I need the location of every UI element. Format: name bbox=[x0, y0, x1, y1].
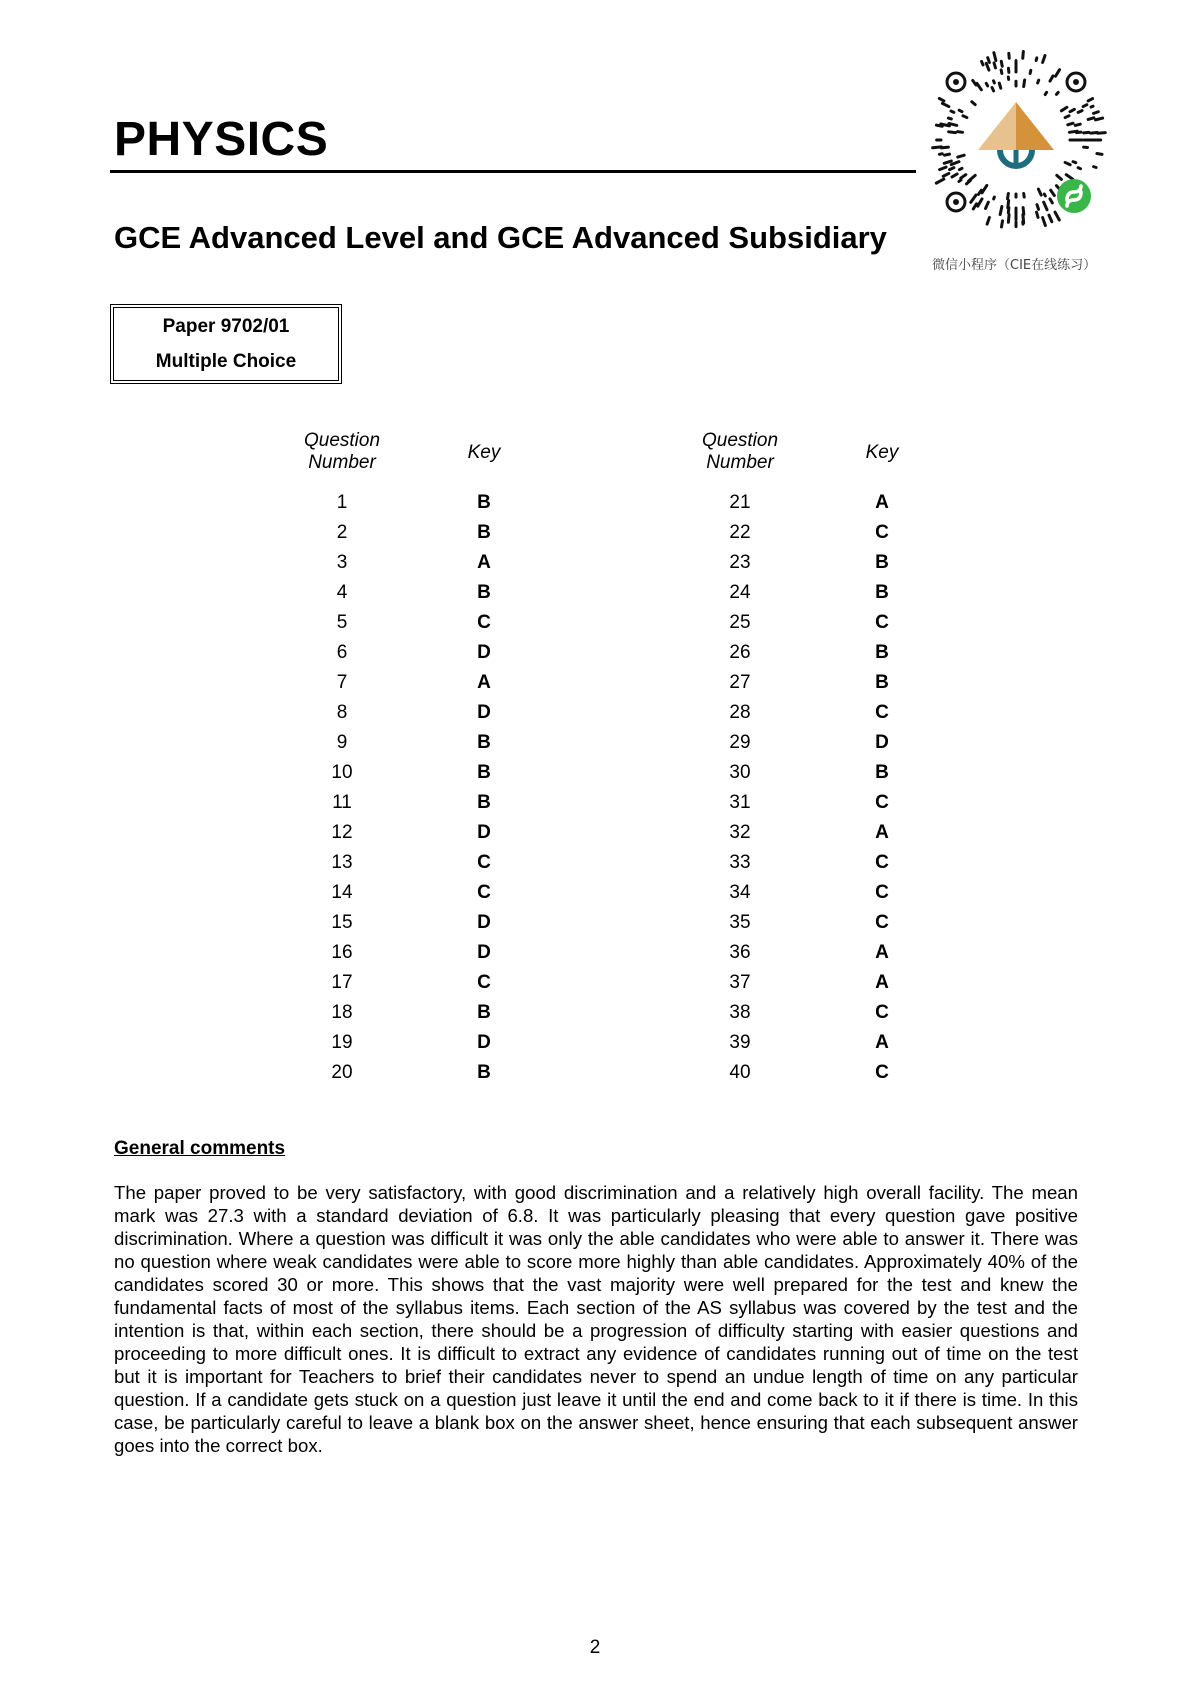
question-number: 9 bbox=[336, 732, 348, 753]
qr-dot bbox=[1055, 70, 1059, 77]
question-number: 31 bbox=[729, 792, 751, 813]
question-number: 29 bbox=[729, 732, 751, 753]
qr-dot bbox=[958, 155, 964, 157]
answer-key: B bbox=[477, 732, 491, 753]
qr-dot bbox=[1036, 58, 1037, 61]
answer-key: C bbox=[875, 912, 889, 933]
qr-dot bbox=[959, 180, 961, 181]
qr-dot bbox=[1024, 193, 1025, 197]
answer-key: B bbox=[477, 1062, 491, 1083]
question-number: 19 bbox=[331, 1032, 353, 1053]
answer-key: D bbox=[477, 822, 491, 843]
qr-dot bbox=[994, 197, 995, 199]
answer-key: A bbox=[875, 1032, 889, 1053]
qr-dot bbox=[1001, 221, 1002, 227]
question-number: 2 bbox=[336, 522, 348, 543]
qr-dot bbox=[1095, 118, 1102, 120]
qr-dot bbox=[977, 83, 981, 89]
question-number: 23 bbox=[729, 552, 751, 573]
qr-dot bbox=[1038, 80, 1039, 83]
header-question-line1: Question bbox=[701, 430, 779, 451]
question-number: 8 bbox=[336, 702, 348, 723]
paper-type: Multiple Choice bbox=[155, 351, 297, 372]
header-question-number-left bbox=[292, 430, 392, 474]
header-question-line2: Number bbox=[308, 452, 376, 473]
answer-key: D bbox=[477, 642, 491, 663]
qr-dot bbox=[1061, 107, 1066, 111]
qr-dot bbox=[933, 147, 942, 148]
qr-dot bbox=[1043, 218, 1046, 226]
header-question-line2: Number bbox=[706, 452, 774, 473]
question-number: 3 bbox=[336, 552, 348, 573]
qr-dot bbox=[1088, 118, 1094, 120]
paper-info-box bbox=[110, 304, 342, 384]
answer-key: C bbox=[477, 852, 491, 873]
qr-dot bbox=[992, 88, 994, 91]
qr-dot bbox=[1066, 175, 1073, 180]
answer-key: C bbox=[875, 612, 889, 633]
qr-dot bbox=[1044, 202, 1047, 210]
question-number: 35 bbox=[729, 912, 751, 933]
question-number: 21 bbox=[729, 492, 751, 513]
qr-dot bbox=[1001, 61, 1002, 66]
page-subtitle: GCE Advanced Level and GCE Advanced Subsidiary bbox=[114, 220, 887, 255]
qr-dot bbox=[972, 102, 975, 105]
question-number: 4 bbox=[336, 582, 348, 603]
question-number: 33 bbox=[729, 852, 751, 873]
qr-dot bbox=[952, 174, 957, 177]
qr-dot bbox=[1088, 99, 1092, 101]
qr-dot bbox=[936, 179, 944, 183]
qr-dot bbox=[966, 180, 970, 183]
qr-dot bbox=[1084, 132, 1089, 133]
answer-key: C bbox=[875, 1062, 889, 1083]
qr-dot bbox=[973, 80, 976, 85]
qr-dot bbox=[1094, 167, 1097, 168]
qr-dot bbox=[963, 116, 967, 118]
qr-dot bbox=[1038, 189, 1041, 195]
qr-dot bbox=[1050, 199, 1052, 203]
qr-dot bbox=[944, 154, 949, 155]
answer-key: A bbox=[875, 822, 889, 843]
header-key-right: Key bbox=[865, 442, 899, 463]
qr-dot bbox=[1051, 190, 1055, 195]
answer-key: B bbox=[477, 492, 491, 513]
qr-dot bbox=[949, 132, 956, 133]
answer-key: B bbox=[477, 582, 491, 603]
qr-dot bbox=[982, 185, 987, 192]
paper-code: Paper 9702/01 bbox=[162, 316, 290, 337]
qr-dot bbox=[982, 61, 984, 64]
qr-dot bbox=[942, 103, 948, 106]
title-rule bbox=[110, 170, 916, 173]
answer-key: D bbox=[875, 732, 889, 753]
qr-dot bbox=[959, 110, 962, 111]
question-number: 13 bbox=[331, 852, 353, 873]
qr-dot bbox=[939, 98, 944, 100]
general-comments-body: The paper proved to be very satisfactory, with good discrimination and a relatively high overall facility. The mean mark was 27.3 with a standard deviation of 6.8. It was particularly pleasing that every question gave positive discrimination. Where a question was difficult it was only the able candidates who were able to answer it. There was no question where weak candidates were able to score more highly than able candidates. Approximately 40% of the candidates scored 30 or more. This shows that the vast majority were well prepared for the test and knew the fundamental facts of most of the syllabus items. Each section of the AS syllabus was covered by the test and the intention is that, within each section, there should be a progression of difficulty starting with easier questions and proceeding to more difficult ones. It is difficult to extract any evidence of candidates running out of time on the test but it is important for Teachers to brief their candidates never to spend an undue length of time on any particular question. If a candidate gets stuck on a question just leave it until the end and come back to it if there is time. In this case, be particularly careful to leave a blank box on the answer sheet, hence ensuring that each subsequent answer goes into the correct box. bbox=[114, 1182, 1078, 1456]
answer-key: B bbox=[875, 672, 889, 693]
answer-key: C bbox=[875, 852, 889, 873]
answer-key: C bbox=[875, 1002, 889, 1023]
answer-key: A bbox=[875, 942, 889, 963]
answer-key: B bbox=[477, 792, 491, 813]
question-number: 10 bbox=[331, 762, 353, 783]
qr-dot bbox=[1091, 106, 1093, 107]
answer-key: B bbox=[875, 582, 889, 603]
answer-key: D bbox=[477, 702, 491, 723]
qr-dot bbox=[1068, 123, 1073, 125]
answer-key: C bbox=[477, 972, 491, 993]
answer-key: A bbox=[477, 552, 491, 573]
qr-dot bbox=[986, 63, 989, 70]
qr-code-image bbox=[924, 46, 1108, 230]
qr-dot bbox=[1008, 208, 1009, 213]
qr-dot bbox=[959, 168, 962, 169]
question-number: 6 bbox=[336, 642, 348, 663]
qr-dot bbox=[939, 154, 942, 155]
qr-dot bbox=[1044, 194, 1045, 196]
general-comments-heading: General comments bbox=[114, 1138, 286, 1159]
page-title: PHYSICS bbox=[114, 113, 329, 166]
qr-dot bbox=[1078, 168, 1080, 169]
qr-dot bbox=[1056, 92, 1058, 94]
answer-key: C bbox=[875, 882, 889, 903]
qr-dot bbox=[936, 125, 942, 126]
qr-dot bbox=[1070, 109, 1074, 111]
answer-key: C bbox=[477, 612, 491, 633]
qr-dot bbox=[999, 83, 1000, 88]
question-number: 36 bbox=[729, 942, 751, 963]
qr-dot bbox=[1049, 215, 1052, 222]
qr-dot bbox=[987, 218, 989, 225]
qr-dot bbox=[1078, 111, 1082, 113]
qr-dot bbox=[1037, 212, 1038, 217]
qr-dot bbox=[1097, 153, 1102, 154]
answer-key: D bbox=[477, 912, 491, 933]
qr-dot bbox=[1094, 112, 1099, 114]
question-number: 34 bbox=[729, 882, 751, 903]
qr-dot bbox=[971, 195, 976, 202]
question-number: 11 bbox=[332, 792, 352, 813]
qr-dot bbox=[986, 202, 989, 208]
answer-key: B bbox=[875, 552, 889, 573]
question-number: 38 bbox=[729, 1002, 751, 1023]
qr-dot bbox=[1055, 212, 1059, 220]
qr-dot bbox=[994, 81, 995, 83]
question-number: 14 bbox=[331, 882, 353, 903]
question-number: 15 bbox=[331, 912, 353, 933]
qr-dot bbox=[1037, 205, 1039, 210]
qr-dot bbox=[1045, 92, 1046, 94]
question-number: 20 bbox=[331, 1062, 353, 1083]
question-number: 22 bbox=[729, 522, 751, 543]
qr-dot bbox=[1073, 162, 1076, 163]
question-number: 40 bbox=[729, 1062, 751, 1083]
answer-key: B bbox=[875, 642, 889, 663]
answer-key: A bbox=[875, 492, 889, 513]
answer-key: B bbox=[477, 762, 491, 783]
answer-key: B bbox=[477, 522, 491, 543]
qr-dot bbox=[994, 63, 995, 68]
qr-dot bbox=[1008, 193, 1009, 198]
question-number: 17 bbox=[331, 972, 353, 993]
question-number: 12 bbox=[331, 822, 353, 843]
question-number: 24 bbox=[729, 582, 751, 603]
qr-dot bbox=[1077, 132, 1081, 133]
qr-dot bbox=[957, 132, 962, 133]
question-number: 26 bbox=[729, 642, 751, 663]
qr-dot bbox=[994, 53, 996, 61]
qr-dot bbox=[988, 58, 990, 63]
answer-key: D bbox=[477, 1032, 491, 1053]
answer-key: B bbox=[875, 762, 889, 783]
question-number: 18 bbox=[331, 1002, 353, 1023]
question-number: 28 bbox=[729, 702, 751, 723]
question-number: 5 bbox=[336, 612, 348, 633]
qr-dot bbox=[1098, 133, 1106, 134]
question-number: 27 bbox=[729, 672, 751, 693]
qr-dot bbox=[986, 83, 987, 86]
answer-key: D bbox=[477, 942, 491, 963]
qr-dot bbox=[1043, 56, 1045, 63]
header-question-line1: Question bbox=[303, 430, 381, 451]
question-number: 25 bbox=[729, 612, 751, 633]
question-number: 7 bbox=[336, 672, 348, 693]
header-question-number-right bbox=[690, 430, 790, 474]
qr-dot bbox=[1065, 162, 1070, 164]
qr-dot bbox=[943, 173, 949, 176]
header-key-left: Key bbox=[467, 442, 501, 463]
answer-key: C bbox=[875, 792, 889, 813]
answer-key: C bbox=[875, 522, 889, 543]
answer-key: C bbox=[875, 702, 889, 723]
question-number: 39 bbox=[729, 1032, 751, 1053]
answer-key: C bbox=[477, 882, 491, 903]
qr-dot bbox=[1030, 70, 1031, 73]
answer-key: A bbox=[477, 672, 491, 693]
qr-dot bbox=[1024, 80, 1025, 87]
question-number: 32 bbox=[729, 822, 751, 843]
answer-key: B bbox=[477, 1002, 491, 1023]
qr-dot bbox=[1065, 116, 1069, 118]
qr-dot bbox=[951, 111, 954, 112]
qr-dot bbox=[1050, 76, 1053, 81]
page-number: 2 bbox=[589, 1637, 601, 1658]
qr-caption: 微信小程序（CIE在线练习） bbox=[932, 258, 1097, 273]
answer-key: A bbox=[875, 972, 889, 993]
qr-dot bbox=[1057, 175, 1062, 179]
question-number: 37 bbox=[729, 972, 751, 993]
qr-dot bbox=[950, 168, 954, 170]
question-number: 30 bbox=[729, 762, 751, 783]
qr-dot bbox=[1000, 207, 1002, 215]
question-number: 16 bbox=[331, 942, 353, 963]
qr-dot bbox=[1023, 51, 1024, 58]
question-number: 1 bbox=[336, 492, 348, 513]
qr-dot bbox=[978, 199, 982, 206]
qr-dot bbox=[1083, 105, 1087, 107]
qr-dot bbox=[1075, 124, 1080, 125]
qr-dot bbox=[948, 118, 951, 119]
qr-dot bbox=[1008, 215, 1009, 223]
mini-program-badge-icon bbox=[1057, 179, 1091, 213]
qr-dot bbox=[944, 161, 951, 163]
qr-dot bbox=[961, 175, 966, 178]
qr-dot bbox=[1001, 70, 1002, 74]
qr-dot bbox=[973, 204, 976, 209]
qr-dot bbox=[940, 167, 946, 170]
